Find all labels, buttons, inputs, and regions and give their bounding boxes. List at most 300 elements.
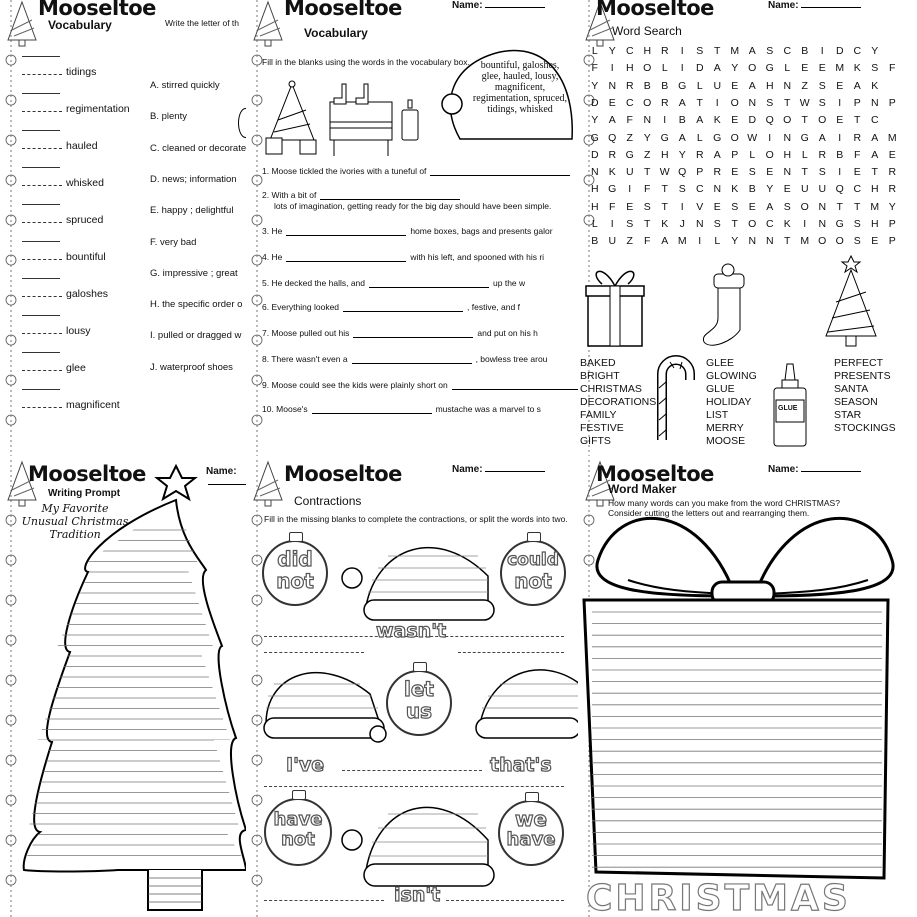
grid-letter[interactable]: H [765, 79, 774, 92]
grid-letter[interactable]: A [853, 79, 861, 92]
grid-row [586, 62, 901, 74]
grid-letter[interactable]: T [854, 200, 861, 213]
ornament-could-not: could not [500, 540, 566, 606]
answer-blank[interactable] [286, 252, 406, 262]
grid-letter[interactable]: N [608, 79, 617, 92]
grid-letter[interactable]: O [643, 62, 652, 75]
grid-letter[interactable]: D [695, 62, 704, 75]
grid-letter[interactable]: P [888, 218, 896, 230]
grid-letter[interactable]: T [644, 218, 651, 230]
grid-letter[interactable]: E [731, 79, 739, 92]
grid-letter[interactable]: Q [765, 114, 774, 127]
grid-letter[interactable]: F [644, 183, 651, 196]
grid-letter[interactable]: S [731, 200, 739, 213]
grid-letter[interactable]: S [626, 218, 634, 230]
answer-blank[interactable] [353, 328, 473, 338]
grid-letter[interactable]: Y [591, 114, 599, 127]
grid-letter[interactable]: S [853, 235, 861, 248]
page-subtitle: Word Search [612, 24, 682, 38]
definition-item: F. very bad [150, 236, 197, 248]
grid-letter[interactable]: S [766, 96, 774, 109]
grid-letter[interactable]: Y [888, 200, 896, 213]
word-bank-item: HOLIDAY [706, 396, 752, 408]
grid-letter[interactable]: Y [678, 148, 686, 161]
answer-blank[interactable] [22, 278, 60, 279]
grid-letter[interactable]: T [784, 96, 791, 109]
grid-letter[interactable]: I [663, 114, 667, 127]
grid-letter[interactable]: W [747, 131, 758, 144]
sentence-text: 4. He [262, 252, 283, 262]
hat-edge-decoration [238, 108, 246, 138]
grid-letter[interactable]: H [660, 148, 669, 161]
grid-letter[interactable]: K [853, 62, 861, 75]
grid-letter[interactable]: E [748, 200, 756, 213]
grid-letter[interactable]: R [695, 148, 704, 161]
answer-line[interactable] [264, 652, 364, 653]
christmas-tree-icon [818, 252, 884, 352]
grid-letter[interactable]: R [608, 148, 617, 161]
answer-blank[interactable] [22, 333, 62, 334]
grid-letter[interactable]: H [625, 62, 634, 75]
grid-letter[interactable]: B [678, 114, 686, 127]
grid-letter[interactable]: E [713, 200, 721, 213]
grid-letter[interactable]: E [731, 166, 739, 179]
grid-letter[interactable]: O [783, 114, 792, 127]
answer-blank[interactable] [22, 259, 62, 260]
answer-line[interactable] [264, 786, 564, 787]
grid-letter[interactable]: T [661, 200, 668, 213]
grid-letter[interactable]: A [608, 114, 616, 127]
grid-letter[interactable]: E [836, 114, 844, 127]
answer-blank[interactable] [369, 278, 489, 288]
answer-line[interactable] [446, 900, 564, 901]
answer-blank[interactable] [22, 315, 60, 316]
grid-letter[interactable]: S [818, 79, 826, 92]
sentence-row [262, 278, 525, 288]
word-bank-item: SANTA [834, 383, 869, 395]
page-subtitle: Contractions [294, 494, 362, 508]
grid-letter[interactable]: T [731, 218, 738, 230]
grid-letter[interactable]: L [784, 62, 791, 75]
grid-letter[interactable]: T [801, 166, 808, 179]
grid-letter[interactable]: L [661, 62, 668, 75]
answer-blank[interactable] [22, 204, 60, 205]
grid-letter[interactable]: Q [678, 166, 687, 179]
grid-letter[interactable]: S [871, 62, 879, 75]
sentence-text: 8. There wasn't even a [262, 354, 348, 364]
grid-letter[interactable]: V [696, 200, 704, 213]
grid-letter[interactable]: I [838, 131, 842, 144]
grid-letter[interactable]: C [765, 218, 774, 230]
answer-blank[interactable] [320, 190, 460, 200]
grid-letter[interactable]: T [854, 114, 861, 127]
grid-letter[interactable]: N [783, 131, 792, 144]
grid-letter[interactable]: B [801, 45, 809, 57]
sentence-text: with his left, and spooned with his ri [410, 252, 545, 262]
grid-letter[interactable]: O [730, 96, 739, 109]
grid-letter[interactable]: C [853, 183, 862, 196]
grid-letter[interactable]: P [853, 96, 861, 109]
grid-letter[interactable]: G [835, 218, 844, 230]
grid-letter[interactable]: N [748, 235, 757, 248]
grid-letter[interactable]: C [783, 45, 792, 57]
grid-letter[interactable]: N [695, 218, 704, 230]
answer-blank[interactable] [343, 302, 463, 312]
grid-letter[interactable]: A [818, 131, 826, 144]
grid-letter[interactable]: S [818, 96, 826, 109]
grid-letter[interactable]: T [784, 235, 791, 248]
grid-letter[interactable]: S [766, 45, 774, 57]
grid-letter[interactable]: O [643, 96, 652, 109]
grid-letter[interactable]: A [696, 114, 704, 127]
vocab-word: spruced [66, 214, 104, 226]
sentence-row [262, 380, 578, 390]
grid-letter[interactable]: E [871, 235, 879, 248]
grid-letter[interactable]: Y [871, 45, 879, 57]
grid-letter[interactable]: O [800, 200, 809, 213]
grid-letter[interactable]: I [820, 45, 824, 57]
grid-letter[interactable]: I [680, 62, 684, 75]
answer-line[interactable] [458, 652, 564, 653]
grid-letter[interactable]: M [730, 45, 740, 57]
grid-letter[interactable]: A [678, 131, 686, 144]
christmas-tree-icon [248, 0, 288, 48]
answer-blank[interactable] [22, 241, 60, 242]
page-title: Mooseltoe [38, 0, 156, 20]
grid-letter[interactable]: R [625, 79, 634, 92]
answer-blank[interactable] [22, 296, 62, 297]
grid-letter[interactable]: U [625, 166, 634, 179]
grid-letter[interactable]: P [696, 166, 704, 179]
grid-letter[interactable]: M [800, 235, 810, 248]
word-bank-item: FESTIVE [580, 422, 624, 434]
grid-letter[interactable]: A [748, 79, 756, 92]
grid-letter[interactable]: E [888, 148, 896, 161]
grid-letter[interactable]: I [768, 131, 772, 144]
grid-letter[interactable]: A [748, 45, 756, 57]
grid-letter[interactable]: L [696, 131, 703, 144]
grid-letter[interactable]: B [661, 79, 669, 92]
answer-blank[interactable] [352, 354, 472, 364]
answer-blank[interactable] [286, 226, 406, 236]
grid-letter[interactable]: H [783, 148, 792, 161]
grid-letter[interactable]: I [803, 218, 807, 230]
grid-letter[interactable]: F [626, 114, 633, 127]
grid-letter[interactable]: H [870, 218, 879, 230]
grid-letter[interactable]: O [765, 148, 774, 161]
grid-letter[interactable]: D [748, 114, 757, 127]
grid-letter[interactable]: F [591, 62, 598, 75]
grid-letter[interactable]: S [818, 166, 826, 179]
answer-blank[interactable] [22, 93, 60, 94]
grid-letter[interactable]: K [713, 114, 721, 127]
grid-letter[interactable]: S [713, 218, 721, 230]
vocab-word: lousy [66, 325, 91, 337]
grid-letter[interactable]: R [853, 131, 862, 144]
grid-letter[interactable]: T [696, 96, 703, 109]
grid-letter[interactable]: L [801, 148, 808, 161]
word-bank-item: PRESENTS [834, 370, 891, 382]
grid-letter[interactable]: N [748, 96, 757, 109]
sentence-text: 7. Moose pulled out his [262, 328, 350, 338]
ornament-have-not: have not [264, 798, 332, 866]
grid-letter[interactable]: A [766, 200, 774, 213]
grid-letter[interactable]: Y [591, 79, 599, 92]
word-search-grid [586, 45, 896, 255]
grid-letter[interactable]: O [818, 114, 827, 127]
answer-blank[interactable] [22, 148, 62, 149]
grid-letter[interactable]: E [608, 96, 616, 109]
grid-letter[interactable]: I [680, 45, 684, 57]
grid-letter[interactable]: M [870, 200, 880, 213]
grid-letter[interactable]: F [889, 62, 896, 75]
grid-letter[interactable]: G [660, 131, 669, 144]
panel-divider [0, 456, 917, 460]
grid-letter[interactable]: G [800, 131, 809, 144]
answer-blank[interactable] [22, 74, 62, 75]
grid-row [586, 218, 901, 230]
definition-item: H. the specific order o [150, 299, 243, 311]
answer-blank[interactable] [312, 404, 432, 414]
grid-letter[interactable]: G [625, 148, 634, 161]
grid-letter[interactable]: O [748, 62, 757, 75]
panel-word-maker [578, 460, 917, 917]
word-bank-item: STOCKINGS [834, 422, 896, 434]
grid-row [586, 183, 901, 195]
vocab-word: galoshes [66, 288, 109, 300]
grid-letter[interactable]: H [590, 200, 599, 213]
grid-letter[interactable]: G [678, 79, 687, 92]
grid-letter[interactable]: R [888, 183, 897, 196]
grid-letter[interactable]: F [854, 148, 861, 161]
grid-letter[interactable]: P [888, 235, 896, 248]
grid-letter[interactable]: G [608, 183, 617, 196]
sentence-text: , bowless tree arou [475, 354, 548, 364]
grid-letter[interactable]: L [696, 79, 703, 92]
grid-letter[interactable]: I [610, 62, 614, 75]
grid-letter[interactable]: R [660, 45, 669, 57]
grid-letter[interactable]: U [800, 183, 809, 196]
sentence-text: and put on his h [477, 328, 538, 338]
grid-letter[interactable]: E [766, 166, 774, 179]
grid-letter[interactable]: N [783, 166, 792, 179]
answer-blank[interactable] [430, 166, 570, 176]
grid-letter[interactable]: O [835, 235, 844, 248]
grid-letter[interactable]: B [748, 183, 756, 196]
answer-blank[interactable] [22, 167, 60, 168]
grid-letter[interactable]: K [731, 183, 739, 196]
sentence-text: up the w [493, 278, 526, 288]
grid-letter[interactable]: Z [626, 131, 633, 144]
grid-letter[interactable]: E [801, 62, 809, 75]
grid-letter[interactable]: E [836, 79, 844, 92]
grid-letter[interactable]: T [836, 200, 843, 213]
page-title: Mooseltoe [596, 462, 714, 486]
glue-bottle-icon [398, 98, 422, 144]
grid-letter[interactable]: A [678, 96, 686, 109]
grid-letter[interactable]: I [698, 235, 702, 248]
answer-blank[interactable] [22, 222, 62, 223]
answer-blank[interactable] [452, 380, 578, 390]
grid-letter[interactable]: H [870, 183, 879, 196]
grid-letter[interactable]: T [644, 166, 651, 179]
grid-letter[interactable]: C [625, 96, 634, 109]
grid-letter[interactable]: K [661, 218, 669, 230]
grid-letter[interactable]: U [608, 235, 617, 248]
grid-letter[interactable]: I [628, 183, 632, 196]
vocab-word: bountiful [66, 251, 106, 263]
grid-letter[interactable]: A [713, 148, 721, 161]
grid-letter[interactable]: A [871, 131, 879, 144]
grid-letter[interactable]: W [799, 96, 810, 109]
grid-letter[interactable]: R [818, 148, 827, 161]
grid-row [586, 114, 884, 126]
grid-letter[interactable]: D [590, 148, 599, 161]
grid-letter[interactable]: N [870, 96, 879, 109]
grid-letter[interactable]: N [783, 79, 792, 92]
grid-letter[interactable]: B [836, 148, 844, 161]
grid-letter[interactable]: D [835, 45, 844, 57]
grid-letter[interactable]: P [731, 148, 739, 161]
grid-letter[interactable]: J [679, 218, 685, 230]
grid-letter[interactable]: M [677, 235, 687, 248]
grid-letter[interactable]: L [714, 235, 721, 248]
grid-letter[interactable]: T [714, 45, 721, 57]
grid-letter[interactable]: R [888, 166, 897, 179]
grid-letter[interactable]: B [591, 235, 599, 248]
answer-blank[interactable] [22, 389, 60, 390]
answer-line[interactable] [264, 900, 384, 901]
grid-letter[interactable]: E [818, 62, 826, 75]
grid-letter[interactable]: T [801, 114, 808, 127]
grid-letter[interactable]: Y [608, 45, 616, 57]
grid-letter[interactable]: E [626, 200, 634, 213]
grid-letter[interactable]: G [765, 62, 774, 75]
grid-letter[interactable]: C [870, 114, 879, 127]
grid-letter[interactable]: P [888, 96, 896, 109]
grid-letter[interactable]: K [608, 166, 616, 179]
answer-blank[interactable] [22, 352, 60, 353]
grid-letter[interactable]: L [591, 45, 598, 57]
grid-letter[interactable]: W [659, 166, 670, 179]
christmas-tree-with-gifts-icon [264, 80, 320, 158]
gift-box-icon [582, 262, 648, 350]
grid-letter[interactable]: S [783, 200, 791, 213]
grid-row [586, 80, 884, 92]
grid-letter[interactable]: N [713, 183, 722, 196]
grid-letter[interactable]: Z [626, 235, 633, 248]
grid-letter[interactable]: C [695, 183, 704, 196]
grid-letter[interactable]: S [696, 45, 704, 57]
grid-letter[interactable]: N [590, 166, 599, 179]
grid-letter[interactable]: G [590, 131, 599, 144]
grid-letter[interactable]: Q [835, 183, 844, 196]
panel-vocabulary-fill-in [246, 0, 578, 456]
grid-letter[interactable]: Y [731, 235, 739, 248]
grid-letter[interactable]: Y [731, 62, 739, 75]
grid-row [586, 45, 884, 57]
grid-letter[interactable]: I [838, 96, 842, 109]
grid-letter[interactable]: E [783, 183, 791, 196]
grid-letter[interactable]: F [609, 200, 616, 213]
grid-letter[interactable]: K [871, 79, 879, 92]
grid-letter[interactable]: L [749, 148, 756, 161]
grid-letter[interactable]: N [765, 235, 774, 248]
grid-letter[interactable]: B [643, 79, 651, 92]
sentence-row [262, 226, 553, 236]
grid-letter[interactable]: Y [643, 131, 651, 144]
grid-letter[interactable]: Z [801, 79, 808, 92]
grid-letter[interactable]: M [887, 131, 897, 144]
grid-letter[interactable]: S [678, 183, 686, 196]
christmas-tree-icon [2, 0, 42, 48]
grid-letter[interactable]: Y [766, 183, 774, 196]
grid-letter[interactable]: F [644, 235, 651, 248]
grid-letter[interactable]: M [835, 62, 845, 75]
word-bank-column-1 [580, 357, 656, 448]
grid-letter[interactable]: G [713, 131, 722, 144]
grid-letter[interactable]: O [818, 235, 827, 248]
grid-letter[interactable]: U [713, 79, 722, 92]
grid-letter[interactable]: S [643, 200, 651, 213]
grid-letter[interactable]: N [818, 218, 827, 230]
grid-letter[interactable]: O [730, 131, 739, 144]
answer-blank[interactable] [22, 130, 60, 131]
grid-letter[interactable]: I [715, 96, 719, 109]
grid-letter[interactable]: C [625, 45, 634, 57]
grid-letter[interactable]: H [643, 45, 652, 57]
word-bank-item: FAMILY [580, 409, 617, 421]
page-title: Mooseltoe [596, 0, 714, 20]
grid-letter[interactable]: I [838, 166, 842, 179]
grid-letter[interactable]: N [643, 114, 652, 127]
grid-row [586, 201, 901, 213]
word-bank-item: STAR [834, 409, 862, 421]
grid-letter[interactable]: A [713, 62, 721, 75]
grid-letter[interactable]: U [818, 183, 827, 196]
grid-letter[interactable]: S [853, 218, 861, 230]
grid-letter[interactable]: E [731, 114, 739, 127]
grid-letter[interactable]: A [661, 235, 669, 248]
grid-letter[interactable]: Z [644, 148, 651, 161]
grid-letter[interactable]: I [680, 200, 684, 213]
answer-blank[interactable] [22, 407, 62, 408]
grid-letter[interactable]: A [871, 148, 879, 161]
grid-letter[interactable]: N [818, 200, 827, 213]
answer-blank[interactable] [22, 56, 60, 57]
grid-letter[interactable]: O [748, 218, 757, 230]
answer-blank[interactable] [22, 111, 62, 112]
answer-line[interactable] [342, 770, 482, 771]
grid-letter[interactable]: R [713, 166, 722, 179]
grid-letter[interactable]: Q [608, 131, 617, 144]
grid-letter[interactable]: T [871, 166, 878, 179]
answer-blank[interactable] [22, 370, 62, 371]
grid-letter[interactable]: S [748, 166, 756, 179]
sentence-text: 10. Moose's [262, 404, 308, 414]
grid-letter[interactable]: H [590, 183, 599, 196]
grid-letter[interactable]: T [661, 183, 668, 196]
grid-letter[interactable]: C [853, 45, 862, 57]
grid-letter[interactable]: D [590, 96, 599, 109]
grid-letter[interactable]: E [853, 166, 861, 179]
answer-blank[interactable] [22, 185, 62, 186]
grid-letter[interactable]: K [783, 218, 791, 230]
grid-letter[interactable]: I [610, 218, 614, 230]
grid-letter[interactable]: R [660, 96, 669, 109]
grid-letter[interactable]: L [591, 218, 598, 230]
vocab-word: glee [66, 362, 86, 374]
